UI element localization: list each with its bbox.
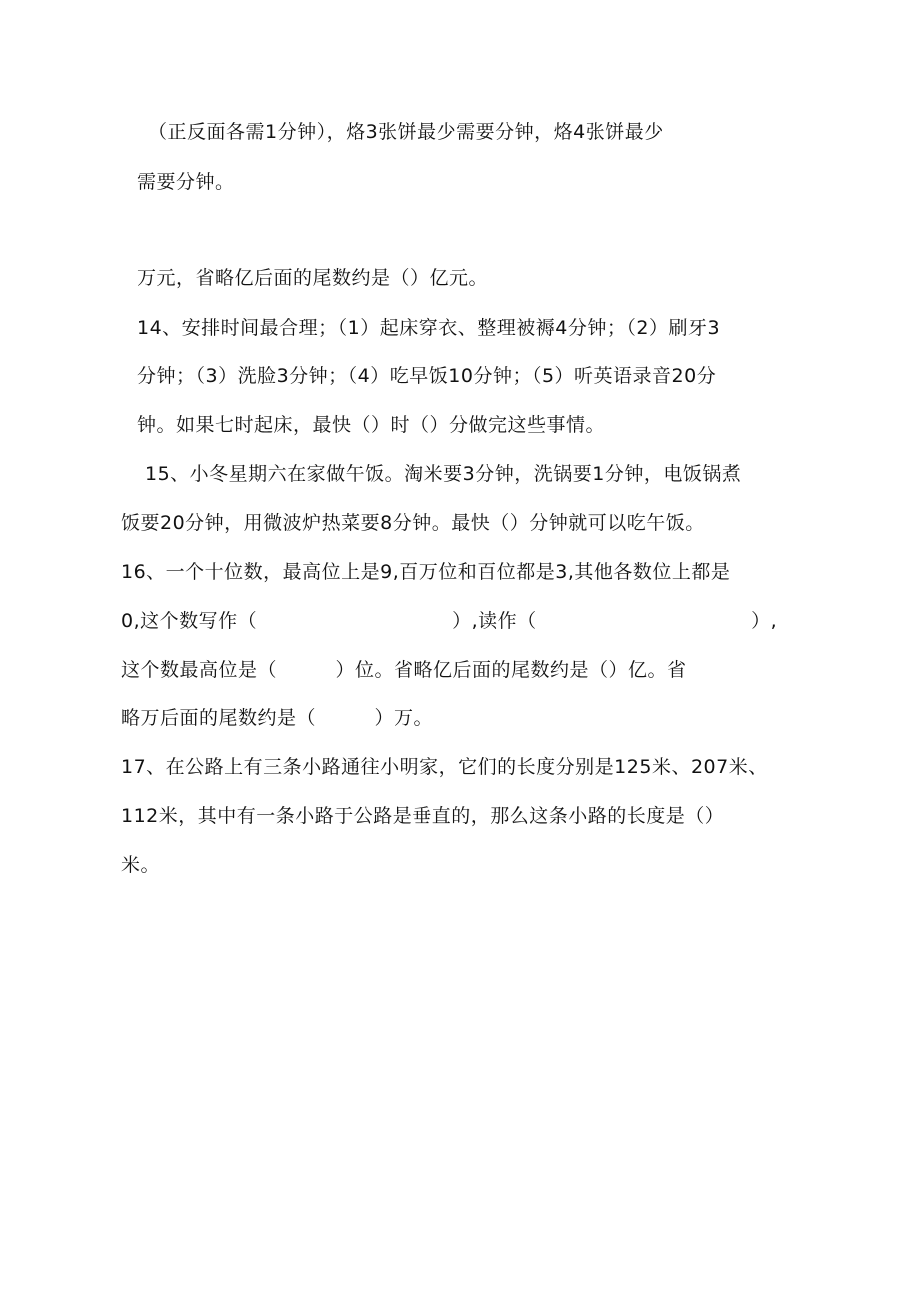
text-line-1: （正反面各需1分钟），烙3张饼最少需要分钟，烙4张饼最少 (148, 121, 664, 143)
text-line-7: 15、小冬星期六在家做午饭。淘米要3分钟，洗锅要1分钟，电饭锅煮 (145, 463, 742, 485)
text-line-5: 分钟；（3）洗脸3分钟；（4）吃早饭10分钟；（5）听英语录音20分 (137, 365, 717, 387)
text-line-12: 略万后面的尾数约是（ ）万。 (121, 707, 434, 729)
text-line-2: 需要分钟。 (137, 171, 235, 193)
text-line-8: 饭要20分钟，用微波炉热菜要8分钟。最快（）分钟就可以吃午饭。 (121, 512, 705, 534)
text-line-14: 112米，其中有一条小路于公路是垂直的，那么这条小路的长度是（） (121, 805, 725, 827)
text-line-9: 16、一个十位数，最高位上是9,百万位和百位都是3,其他各数位上都是 (121, 561, 731, 583)
text-line-11: 这个数最高位是（ ）位。省略亿后面的尾数约是（）亿。省 (121, 659, 687, 681)
text-line-15: 米。 (121, 854, 161, 876)
text-line-13: 17、在公路上有三条小路通往小明家，它们的长度分别是125米、207米、 (121, 756, 768, 778)
text-line-3: 万元，省略亿后面的尾数约是（）亿元。 (137, 267, 489, 289)
text-line-6: 钟。如果七时起床，最快（）时（）分做完这些事情。 (137, 414, 606, 436)
text-line-4: 14、安排时间最合理；（1）起床穿衣、整理被褥4分钟；（2）刷牙3 (137, 317, 721, 339)
text-line-10: 0,这个数写作（ ）,读作（ ）, (121, 610, 778, 632)
